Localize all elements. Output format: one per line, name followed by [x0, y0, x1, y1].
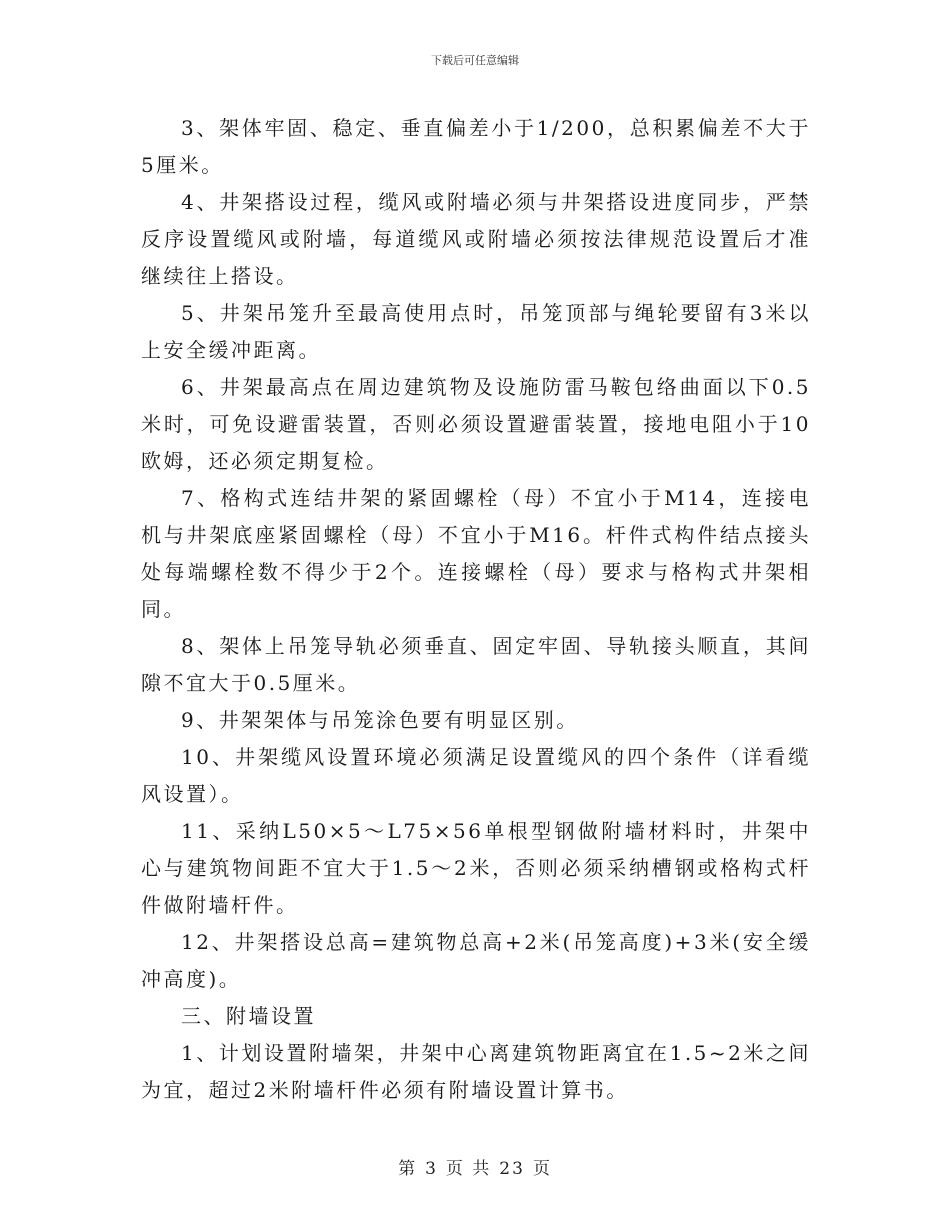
paragraph-item-8: 8、架体上吊笼导轨必须垂直、固定牢固、导轨接头顺直，其间隙不宜大于0.5厘米。: [141, 634, 811, 695]
paragraph-item-11: 11、采纳L50×5～L75×56单根型钢做附墙材料时，井架中心与建筑物间距不宜大于1.5～2米，否则必须采纳槽钢或格构式杆件做附墙杆件。: [141, 819, 811, 917]
paragraph-item-12: 12、井架搭设总高=建筑物总高+2米(吊笼高度)+3米(安全缓冲高度)。: [141, 930, 811, 991]
page-header: 下载后可任意编辑: [431, 54, 519, 67]
paragraph-item-7: 7、格构式连结井架的紧固螺栓（母）不宜小于M14，连接电机与井架底座紧固螺栓（母）不宜小于M16。杆件式构件结点接头处每端螺栓数不得少于2个。连接螺栓（母）要求与格构式井架相同。: [141, 486, 811, 621]
footer-middle: 页 共: [445, 1159, 492, 1179]
total-pages: 23: [499, 1159, 525, 1179]
footer-suffix: 页: [532, 1159, 552, 1179]
section-heading: 三、附墙设置: [181, 1004, 316, 1028]
paragraph-item-1: 1、计划设置附墙架，井架中心离建筑物距离宜在1.5~2米之间为宜，超过2米附墙杆件必须有附墙设置计算书。: [141, 1041, 811, 1102]
document-body: [141, 110, 811, 1109]
paragraph-item-6: 6、井架最高点在周边建筑物及设施防雷马鞍包络曲面以下0.5米时，可免设避雷装置，否则必须设置避雷装置，接地电阻小于10欧姆，还必须定期复检。: [141, 375, 811, 473]
paragraph-item-9: 9、井架架体与吊笼涂色要有明显区别。: [181, 708, 579, 732]
paragraph-item-5: 5、井架吊笼升至最高使用点时，吊笼顶部与绳轮要留有3米以上安全缓冲距离。: [141, 301, 811, 362]
paragraph-item-3: 3、架体牢固、稳定、垂直偏差小于1/200，总积累偏差不大于5厘米。: [141, 116, 811, 177]
page-number: 3: [425, 1159, 438, 1179]
footer-prefix: 第: [398, 1159, 418, 1179]
page-footer: [0, 1154, 950, 1179]
paragraph-item-10: 10、井架缆风设置环境必须满足设置缆风的四个条件（详看缆风设置）。: [141, 745, 811, 806]
paragraph-item-4: 4、井架搭设过程，缆风或附墙必须与井架搭设进度同步，严禁反序设置缆风或附墙，每道缆风或附墙必须按法律规范设置后才准继续往上搭设。: [141, 190, 811, 288]
